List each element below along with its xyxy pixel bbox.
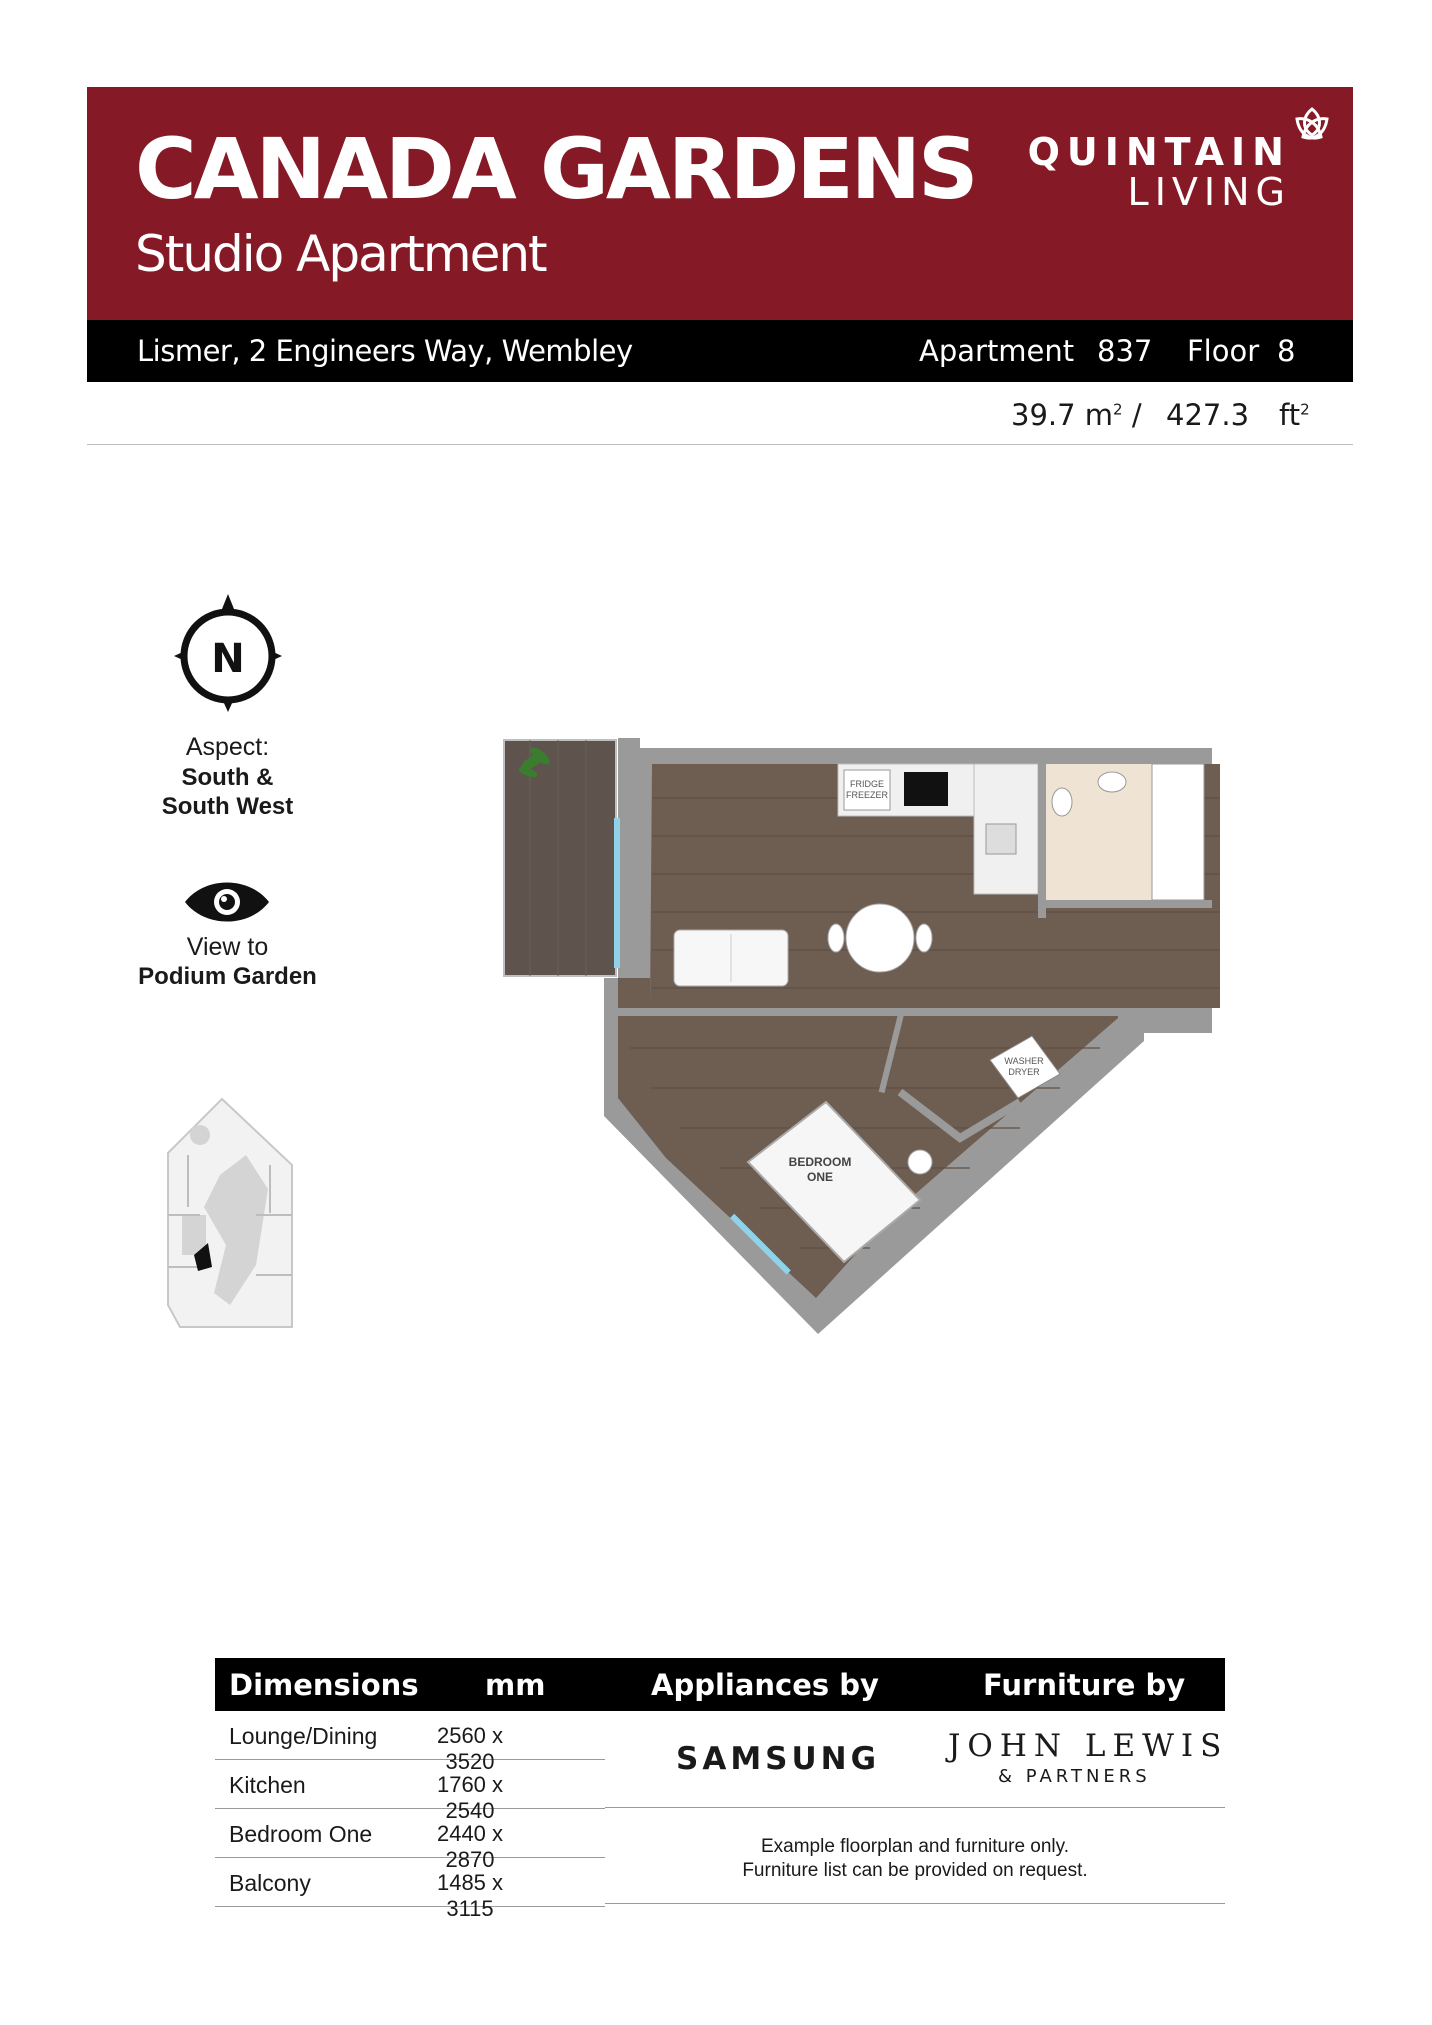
aspect-value: South & South West: [161, 764, 294, 820]
view-value: Podium Garden: [138, 963, 317, 990]
table-row: Kitchen 1760 x 2540: [215, 1760, 605, 1809]
samsung-logo: SAMSUNG: [676, 1741, 881, 1777]
svg-text:ONE: ONE: [806, 1170, 834, 1184]
north-compass-icon: [170, 590, 286, 716]
floor-plan: [500, 738, 1220, 1338]
svg-text:WASHER: WASHER: [1004, 1056, 1044, 1066]
svg-text:DRYER: DRYER: [1008, 1067, 1040, 1077]
development-title: CANADA GARDENS: [135, 120, 976, 218]
bathtub: [1152, 764, 1204, 900]
hob: [904, 772, 948, 806]
floor-label: Floor: [1187, 334, 1260, 368]
floor-number: 8: [1277, 334, 1296, 368]
site-plan-key: [160, 1095, 300, 1335]
balcony: [504, 740, 616, 976]
sink: [986, 824, 1016, 854]
toilet: [1052, 788, 1072, 816]
view-label: View to: [186, 933, 269, 961]
header-appliances: Appliances by: [651, 1668, 879, 1702]
john-lewis-logo: JOHN LEWIS: [948, 1728, 1229, 1764]
table-row: Lounge/Dining 2560 x 3520: [215, 1711, 605, 1760]
svg-text:FRIDGE: FRIDGE: [849, 779, 885, 789]
header-furniture: Furniture by: [983, 1668, 1186, 1702]
eye-icon: [183, 880, 271, 924]
area-sqm: 39.7 $m^2$ /: [1011, 398, 1142, 432]
apartment-number: 837: [1097, 334, 1153, 368]
svg-text:FREEZER: FREEZER: [845, 790, 889, 800]
john-lewis-partners: & PARTNERS: [998, 1766, 1151, 1787]
disclaimer-line-1: Example floorplan and furniture only.: [760, 1836, 1070, 1857]
dining-table: [846, 904, 914, 972]
svg-text:N: N: [211, 636, 245, 682]
table-header: [215, 1658, 1225, 1711]
disclaimer-line-2: Furniture list can be provided on request.: [742, 1860, 1088, 1881]
table-row: Balcony 1485 x 3115: [215, 1858, 605, 1907]
header-dimensions: Dimensions: [229, 1668, 419, 1702]
aspect-label: Aspect:: [185, 733, 270, 761]
area-sqft-unit: $ft^2$: [1279, 398, 1310, 432]
area-sqft: 427.3: [1166, 398, 1250, 432]
basin: [1098, 772, 1126, 792]
quintain-logo-icon: [1291, 105, 1333, 145]
divider: [87, 444, 1353, 445]
divider: [605, 1807, 1225, 1808]
address: Lismer, 2 Engineers Way, Wembley: [137, 334, 633, 368]
divider: [605, 1903, 1225, 1904]
address-bar: [87, 320, 1353, 382]
table-row: Bedroom One 2440 x 2870: [215, 1809, 605, 1858]
header-banner: [87, 87, 1353, 320]
apartment-type: Studio Apartment: [135, 225, 546, 283]
header-mm: mm: [485, 1668, 546, 1702]
brand-subname: LIVING: [1127, 170, 1291, 214]
svg-text:BEDROOM: BEDROOM: [788, 1155, 852, 1169]
brand-name: QUINTAIN: [1027, 130, 1291, 174]
apartment-label: Apartment: [919, 334, 1075, 368]
